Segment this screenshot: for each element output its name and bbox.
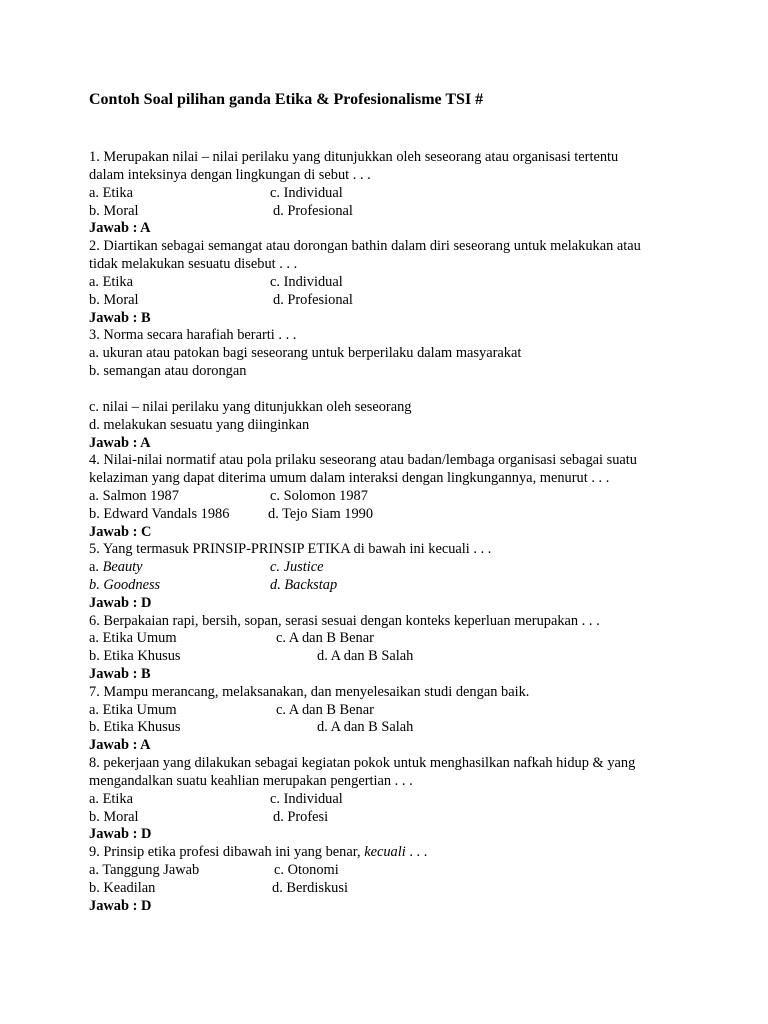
- q2-option-a: a. Etika: [89, 274, 133, 290]
- q4-text-line2: kelaziman yang dapat diterima umum dalam interaksi dengan lingkungannya, menurut . . .: [89, 470, 610, 486]
- q9-text-end: . . .: [405, 844, 428, 860]
- q4-option-d: d. Tejo Siam 1990: [268, 506, 374, 522]
- q9-option-a: a. Tanggung Jawab: [89, 862, 200, 878]
- q2-option-c: c. Individual: [270, 274, 343, 290]
- document-title: Contoh Soal pilihan ganda Etika & Profesionalisme TSI #: [89, 91, 484, 108]
- q2-text-line2: tidak melakukan sesuatu disebut . . .: [89, 256, 298, 272]
- q8-option-b: b. Moral: [89, 809, 139, 825]
- q7-answer: Jawab : A: [89, 737, 151, 753]
- q9-text-line1: [89, 844, 427, 862]
- q5-answer: Jawab : D: [89, 595, 152, 611]
- q9-text-kecuali: kecuali: [364, 844, 406, 860]
- q9-option-d: d. Berdiskusi: [272, 880, 348, 896]
- q9-text-main: 9. Prinsip etika profesi dibawah ini yang benar,: [89, 844, 365, 860]
- q3-option-a: a. ukuran atau patokan bagi seseorang untuk berperilaku dalam masyarakat: [89, 345, 522, 361]
- q6-text-line1: 6. Berpakaian rapi, bersih, sopan, serasi sesuai dengan konteks keperluan merupakan . . .: [89, 613, 600, 629]
- q2-answer: Jawab : B: [89, 310, 151, 326]
- q9-option-c: c. Otonomi: [274, 862, 339, 878]
- q8-answer: Jawab : D: [89, 826, 152, 842]
- q5-option-d: d. Backstap: [270, 577, 338, 593]
- q6-option-d: d. A dan B Salah: [317, 648, 414, 664]
- q7-option-a: a. Etika Umum: [89, 702, 177, 718]
- q7-option-b: b. Etika Khusus: [89, 719, 181, 735]
- q5-option-a-prefix: a.: [89, 559, 103, 575]
- q1-option-d: d. Profesional: [273, 203, 353, 219]
- q6-option-b: b. Etika Khusus: [89, 648, 181, 664]
- q5-option-c: c. Justice: [270, 559, 324, 575]
- q6-option-c: c. A dan B Benar: [276, 630, 374, 646]
- q5-option-a-text: Beauty: [102, 559, 143, 575]
- q8-option-c: c. Individual: [270, 791, 343, 807]
- q1-text-line1: 1. Merupakan nilai – nilai perilaku yang ditunjukkan oleh seseorang atau organisasi tertentu: [89, 149, 619, 165]
- q9-option-b: b. Keadilan: [89, 880, 156, 896]
- q8-option-d: d. Profesi: [273, 809, 329, 825]
- q9-answer: Jawab : D: [89, 898, 152, 914]
- q4-option-a: a. Salmon 1987: [89, 488, 179, 504]
- q7-option-c: c. A dan B Benar: [276, 702, 374, 718]
- q4-option-b: b. Edward Vandals 1986: [89, 506, 230, 522]
- q7-option-d: d. A dan B Salah: [317, 719, 414, 735]
- q6-answer: Jawab : B: [89, 666, 151, 682]
- q1-option-b: b. Moral: [89, 203, 139, 219]
- q5-option-a: [89, 559, 143, 577]
- q8-text-line2: mengandalkan suatu keahlian merupakan pengertian . . .: [89, 773, 413, 789]
- q5-text-line1: 5. Yang termasuk PRINSIP-PRINSIP ETIKA di bawah ini kecuali . . .: [89, 541, 492, 557]
- q3-answer: Jawab : A: [89, 435, 151, 451]
- q8-text-line1: 8. pekerjaan yang dilakukan sebagai kegiatan pokok untuk menghasilkan nafkah hidup & yang: [89, 755, 636, 771]
- q1-text-line2: dalam inteksinya dengan lingkungan di sebut . . .: [89, 167, 371, 183]
- q2-option-d: d. Profesional: [273, 292, 353, 308]
- q3-option-d: d. melakukan sesuatu yang diinginkan: [89, 417, 310, 433]
- q3-text-line1: 3. Norma secara harafiah berarti . . .: [89, 327, 297, 343]
- q3-option-b: b. semangan atau dorongan: [89, 363, 247, 379]
- q2-option-b: b. Moral: [89, 292, 139, 308]
- q5-option-b: b. Goodness: [89, 577, 161, 593]
- q4-option-c: c. Solomon 1987: [270, 488, 368, 504]
- q7-text-line1: 7. Mampu merancang, melaksanakan, dan menyelesaikan studi dengan baik.: [89, 684, 530, 700]
- q8-option-a: a. Etika: [89, 791, 133, 807]
- q1-answer: Jawab : A: [89, 220, 151, 236]
- q3-option-c: c. nilai – nilai perilaku yang ditunjukkan oleh seseorang: [89, 399, 412, 415]
- q4-answer: Jawab : C: [89, 524, 152, 540]
- q1-option-a: a. Etika: [89, 185, 133, 201]
- q2-text-line1: 2. Diartikan sebagai semangat atau dorongan bathin dalam diri seseorang untuk melakukan atau: [89, 238, 641, 254]
- q6-option-a: a. Etika Umum: [89, 630, 177, 646]
- q1-option-c: c. Individual: [270, 185, 343, 201]
- q4-text-line1: 4. Nilai-nilai normatif atau pola prilaku seseorang atau badan/lembaga organisasi sebagai suatu: [89, 452, 637, 468]
